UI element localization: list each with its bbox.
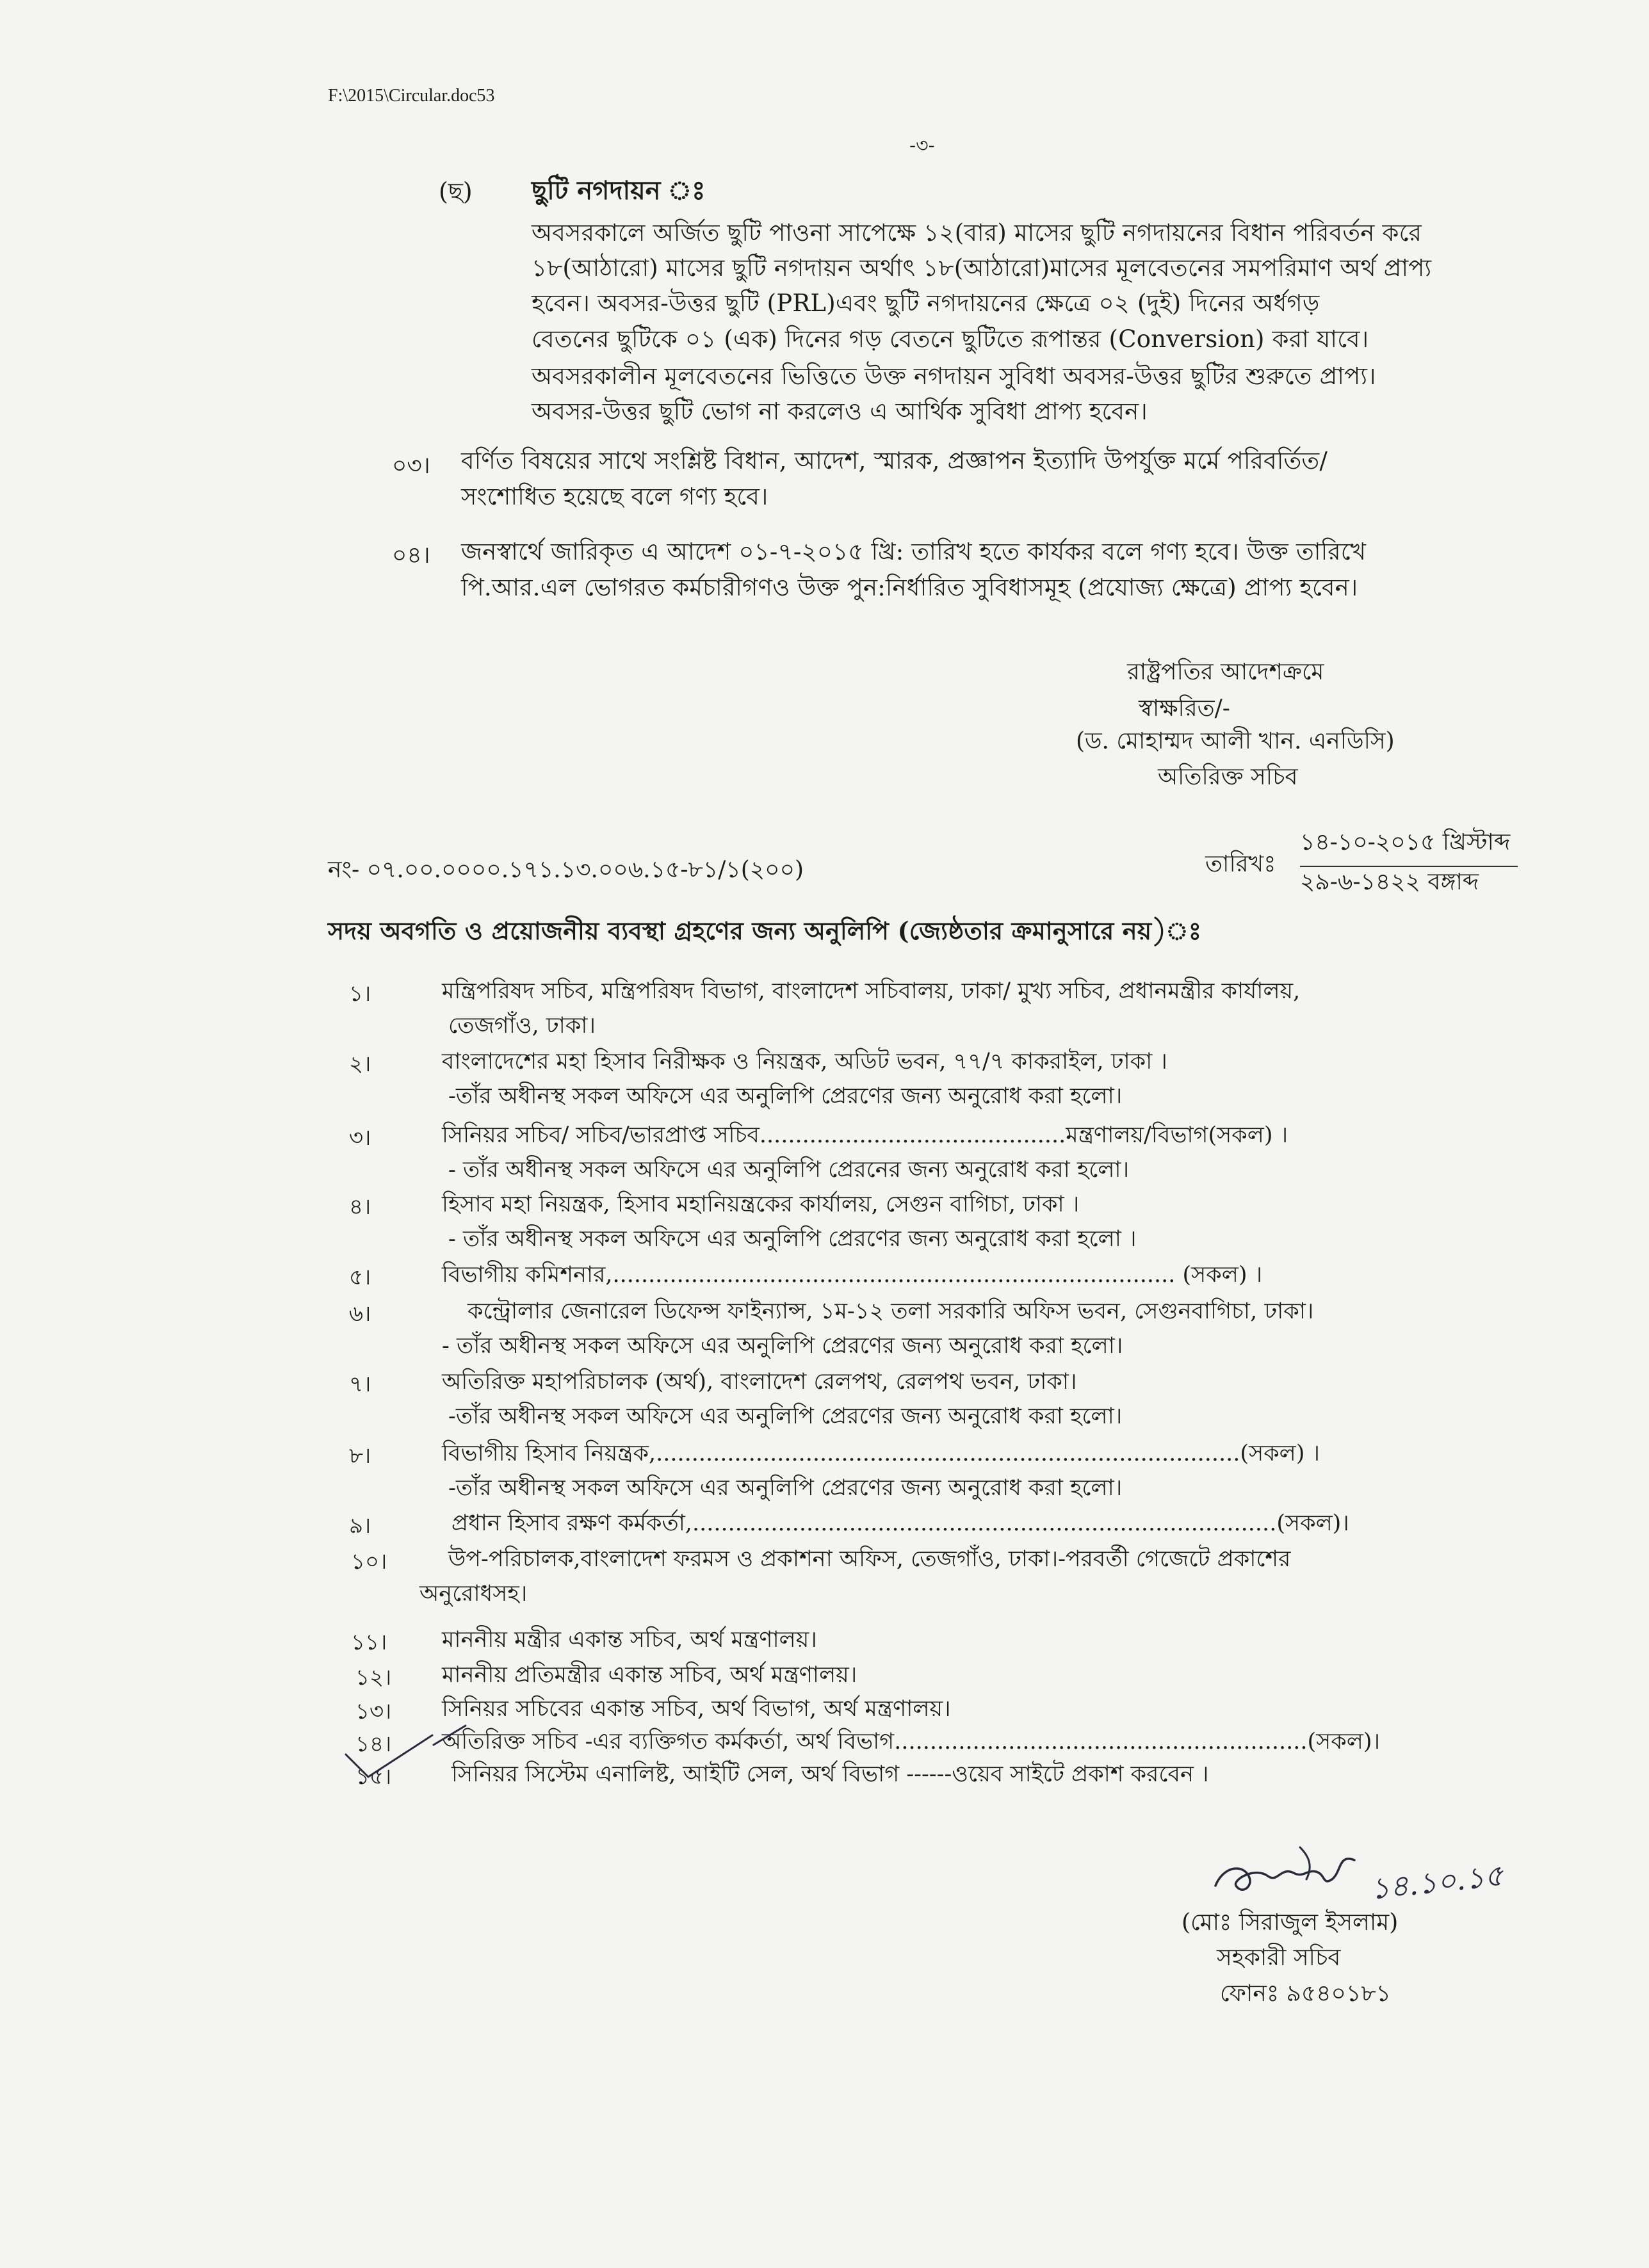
order-by: রাষ্ট্রপতির আদেশক্রমে — [1127, 659, 1324, 685]
para3-number: ০৩। — [392, 453, 430, 479]
copy-item-number: ৬। — [349, 1301, 371, 1327]
check-mark-icon — [343, 1732, 439, 1783]
section-mark: (ছ) — [439, 177, 473, 206]
copy-item-number: ১১। — [351, 1630, 387, 1655]
copy-item-number: ১০। — [351, 1549, 387, 1575]
copy-item-line: - তাঁর অধীনস্থ সকল অফিসে এর অনুলিপি প্রেরণের জন্য অনুরোধ করা হলো । — [448, 1226, 1137, 1252]
copy-item-line: সিনিয়র সচিবের একান্ত সচিব, অর্থ বিভাগ, অর্থ মন্ত্রণালয়। — [442, 1696, 951, 1722]
copy-item-line: বাংলাদেশের মহা হিসাব নিরীক্ষক ও নিয়ন্ত্রক, অডিট ভবন, ৭৭/৭ কাকরাইল, ঢাকা । — [442, 1049, 1167, 1074]
signatory-title: অতিরিক্ত সচিব — [1158, 764, 1298, 790]
date-ad: ১৪-১০-২০১৫ খ্রিস্টাব্দ — [1300, 825, 1518, 867]
copy-item-line: -তাঁর অধীনস্থ সকল অফিসে এর অনুলিপি প্রেরণের জন্য অনুরোধ করা হলো। — [448, 1475, 1123, 1501]
copy-item-line: বিভাগীয় কমিশনার,............................................................................... (সকল) । — [442, 1262, 1263, 1288]
copy-item-line: তেজগাঁও, ঢাকা। — [448, 1013, 596, 1039]
sender-title: সহকারী সচিব — [1217, 1945, 1341, 1971]
handwritten-date: ১৪.১০.১৫ — [1369, 1858, 1506, 1906]
section-title: ছুটি নগদায়ন ঃ — [532, 175, 706, 206]
copy-item-number: ৪। — [349, 1194, 371, 1220]
copy-item-line: -তাঁর অধীনস্থ সকল অফিসে এর অনুলিপি প্রেরণের জন্য অনুরোধ করা হলো। — [448, 1404, 1123, 1429]
signatory-name: (ড. মোহাম্মদ আলী খান. এনডিসি) — [1076, 728, 1395, 754]
copy-item-line: মাননীয় প্রতিমন্ত্রীর একান্ত সচিব, অর্থ মন্ত্রণালয়। — [442, 1662, 857, 1688]
para4-number: ০৪। — [392, 542, 430, 569]
copy-item-number: ২। — [349, 1051, 371, 1077]
copy-item-line: প্রধান হিসাব রক্ষণ কর্মকর্তা,..................................................................................(সকল)। — [451, 1511, 1349, 1536]
date-bs: ২৯-৬-১৪২২ বঙ্গাব্দ — [1300, 869, 1479, 895]
copy-item-line: কন্ট্রোলার জেনারেল ডিফেন্স ফাইন্যান্স, ১ম-১২ তলা সরকারি অফিস ভবন, সেগুনবাগিচা, ঢাকা। — [467, 1299, 1314, 1324]
copy-item-line: উপ-পরিচালক,বাংলাদেশ ফরমস ও প্রকাশনা অফিস, তেজগাঁও, ঢাকা।-পরবর্তী গেজেটে প্রকাশের — [448, 1546, 1291, 1572]
sender-name: (মোঃ সিরাজুল ইসলাম) — [1182, 1909, 1399, 1936]
signed-mark: স্বাক্ষরিত/- — [1139, 695, 1230, 722]
copy-item-line: সিনিয়র সচিব/ সচিব/ভারপ্রাপ্ত সচিব...........................................মন্ত্রণালয়/বিভাগ(সকল) । — [442, 1122, 1288, 1148]
section-line-6: অবসর-উত্তর ছুটি ভোগ না করলেও এ আর্থিক সুবিধা প্রাপ্য হবেন। — [532, 398, 1148, 425]
section-line-3: হবেন। অবসর-উত্তর ছুটি (PRL)এবং ছুটি নগদায়নের ক্ষেত্রে ০২ (দুই) দিনের অর্ধগড় — [532, 289, 1320, 317]
tick-mark-icon — [430, 1722, 469, 1748]
copy-item-number: ৭। — [349, 1372, 371, 1397]
copy-item-line: মন্ত্রিপরিষদ সচিব, মন্ত্রিপরিষদ বিভাগ, বাংলাদেশ সচিবালয়, ঢাকা/ মুখ্য সচিব, প্রধানমন্ত্রীর কার্যালয়, — [442, 978, 1301, 1004]
copy-item-line: অনুরোধসহ। — [419, 1581, 528, 1607]
date-label: তারিখঃ — [1205, 851, 1276, 877]
section-line-5: অবসরকালীন মূলবেতনের ভিত্তিতে উক্ত নগদায়ন সুবিধা অবসর-উত্তর ছুটির শুরুতে প্রাপ্য। — [532, 362, 1376, 390]
copy-item-number: ১। — [349, 981, 371, 1007]
copy-item-line: বিভাগীয় হিসাব নিয়ন্ত্রক,..................................................................................(সকল) । — [442, 1441, 1320, 1466]
copy-item-line: সিনিয়র সিস্টেম এনালিষ্ট, আইটি সেল, অর্থ বিভাগ ------ওয়েব সাইটে প্রকাশ করবেন । — [451, 1762, 1209, 1787]
copy-item-number: ৫। — [349, 1265, 371, 1290]
copy-item-number: ১৩। — [355, 1699, 392, 1724]
section-line-1: অবসরকালে অর্জিত ছুটি পাওনা সাপেক্ষে ১২(বার) মাসের ছুটি নগদায়নের বিধান পরিবর্তন করে — [532, 219, 1422, 247]
copy-item-line: -তাঁর অধীনস্থ সকল অফিসে এর অনুলিপি প্রেরণের জন্য অনুরোধ করা হলো। — [448, 1083, 1123, 1109]
file-path: F:\2015\Circular.doc53 — [328, 86, 495, 106]
section-line-2: ১৮(আঠারো) মাসের ছুটি নগদায়ন অর্থাৎ ১৮(আঠারো)মাসের মূলবেতনের সমপরিমাণ অর্থ প্রাপ্য — [532, 254, 1432, 282]
para4-line-2: পি.আর.এল ভোগরত কর্মচারীগণও উক্ত পুন:নির্ধারিত সুবিধাসমূহ (প্রযোজ্য ক্ষেত্রে) প্রাপ্য হবেন। — [461, 574, 1358, 601]
sender-phone: ফোনঃ ৯৫৪০১৮১ — [1220, 1980, 1392, 2007]
copy-item-number: ১২। — [355, 1665, 392, 1690]
copy-item-line: অতিরিক্ত সচিব -এর ব্যক্তিগত কর্মকর্তা, অর্থ বিভাগ..........................................................(সকল)। — [442, 1729, 1381, 1754]
copy-item-number: ১৪। — [355, 1731, 392, 1757]
copy-item-line: অতিরিক্ত মহাপরিচালক (অর্থ), বাংলাদেশ রেলপথ, রেলপথ ভবন, ঢাকা। — [442, 1369, 1077, 1395]
para3-line-1: বর্ণিত বিষয়ের সাথে সংশ্লিষ্ট বিধান, আদেশ, স্মারক, প্রজ্ঞাপন ইত্যাদি উপর্যুক্ত মর্মে পরিবর্তিত/ — [461, 447, 1328, 474]
copy-item-number: ৮। — [349, 1443, 371, 1469]
memo-number: নং- ০৭.০০.০০০০.১৭১.১৩.০০৬.১৫-৮১/১(২০০) — [328, 857, 804, 883]
copy-item-line: মাননীয় মন্ত্রীর একান্ত সচিব, অর্থ মন্ত্রণালয়। — [442, 1627, 817, 1653]
para4-line-1: জনস্বার্থে জারিকৃত এ আদেশ ০১-৭-২০১৫ খ্রি: তারিখ হতে কার্যকর বলে গণ্য হবে। উক্ত তারিখে — [461, 538, 1367, 565]
copy-item-line: - তাঁর অধীনস্থ সকল অফিসে এর অনুলিপি প্রেরনের জন্য অনুরোধ করা হলো। — [448, 1157, 1130, 1183]
copy-item-line: - তাঁর অধীনস্থ সকল অফিসে এর অনুলিপি প্রেরণের জন্য অনুরোধ করা হলো। — [442, 1333, 1123, 1359]
copy-item-number: ৯। — [349, 1513, 371, 1539]
copy-heading: সদয় অবগতি ও প্রয়োজনীয় ব্যবস্থা গ্রহণের জন্য অনুলিপি (জ্যেষ্ঠতার ক্রমানুসারে নয়)ঃ — [328, 916, 1202, 945]
copy-item-number: ১৫। — [355, 1764, 392, 1790]
copy-item-number: ৩। — [349, 1125, 371, 1151]
page-number: -৩- — [909, 134, 935, 157]
copy-item-line: হিসাব মহা নিয়ন্ত্রক, হিসাব মহানিয়ন্ত্রকের কার্যালয়, সেগুন বাগিচা, ঢাকা । — [442, 1192, 1080, 1217]
section-line-4: বেতনের ছুটিকে ০১ (এক) দিনের গড় বেতনে ছুটিতে রূপান্তর (Conversion) করা যাবে। — [532, 325, 1369, 353]
para3-line-2: সংশোধিত হয়েছে বলে গণ্য হবে। — [461, 483, 768, 510]
